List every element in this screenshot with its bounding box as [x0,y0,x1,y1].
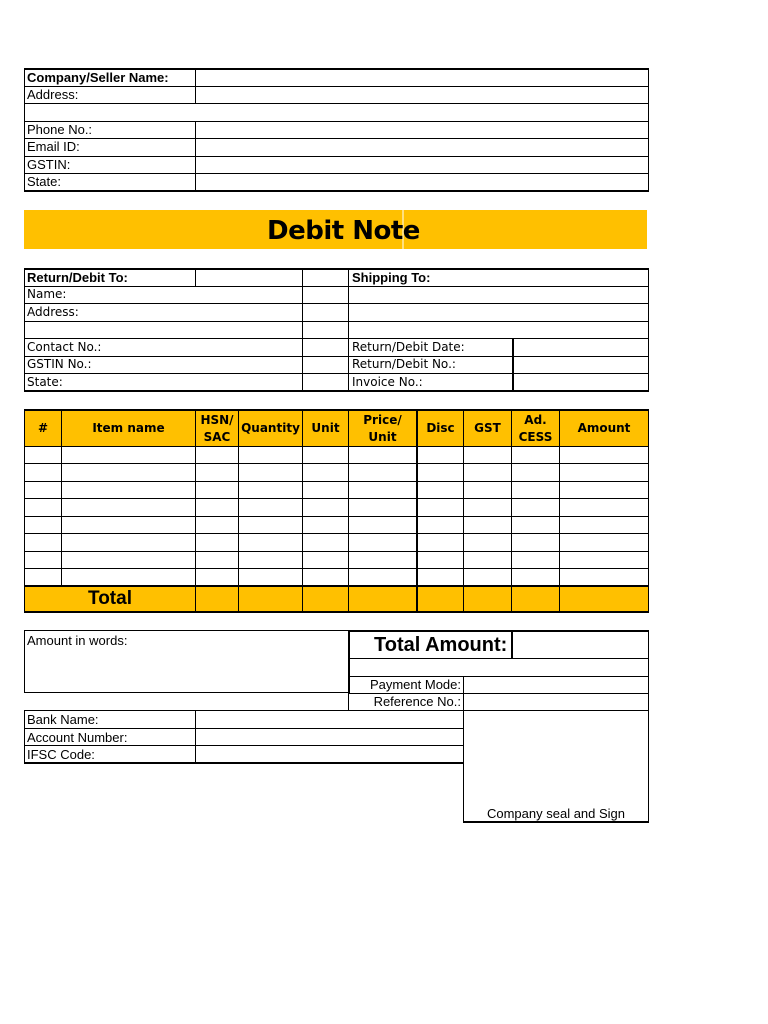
company-seal-label: Company seal and Sign [486,806,626,821]
shipping-to-field[interactable] [349,287,648,338]
account-number-label: Account Number: [27,730,128,745]
amount-in-words-label: Amount in words: [27,633,128,648]
seller-state-field[interactable] [196,174,648,190]
seller-email-label: Email ID: [27,139,80,154]
table-row[interactable] [25,447,648,463]
seller-state-label: State: [27,174,61,189]
page-title: Debit Note [267,216,420,246]
return-date-field[interactable] [514,339,648,356]
return-to-label: Return/Debit To: [27,270,128,285]
ifsc-label: IFSC Code: [27,747,95,762]
shipping-to-label: Shipping To: [352,270,431,285]
party-address-label: Address: [27,305,79,319]
reference-no-field[interactable] [464,694,648,710]
seller-gstin-label: GSTIN: [27,157,71,172]
table-row[interactable] [25,569,648,585]
col-header-quantity: Quantity [241,421,300,435]
party-name-label: Name: [27,287,67,301]
table-row[interactable] [25,482,648,498]
table-row[interactable] [25,552,648,568]
invoice-no-field[interactable] [514,374,648,390]
seller-name-label: Company/Seller Name: [27,70,169,85]
account-number-field[interactable] [196,729,463,745]
amount-in-words-field[interactable] [27,650,345,690]
col-header-ad-cess: Ad. CESS [518,412,553,444]
total-amount-label: Total Amount: [374,634,508,656]
invoice-no-label: Invoice No.: [352,375,423,389]
return-no-label: Return/Debit No.: [352,357,456,371]
seller-address-field[interactable] [196,87,648,103]
col-header-unit: Unit [311,421,340,435]
total-amount-field[interactable] [514,632,648,658]
items-total-label: Total [88,588,132,609]
seller-phone-label: Phone No.: [27,122,93,137]
bank-name-field[interactable] [196,711,463,728]
seller-gstin-field[interactable] [196,157,648,173]
seller-phone-field[interactable] [196,122,648,138]
return-date-label: Return/Debit Date: [352,340,465,354]
party-gstin-label: GSTIN No.: [27,357,92,371]
table-row[interactable] [25,517,648,533]
party-contact-label: Contact No.: [27,340,102,354]
table-row[interactable] [25,499,648,516]
col-header-number: # [37,421,49,435]
reference-no-label: Reference No.: [373,694,461,709]
col-header-hsn-sac: HSN/ SAC [200,412,234,444]
bank-name-label: Bank Name: [27,712,99,727]
seller-address-label: Address: [27,87,79,102]
payment-mode-label: Payment Mode: [369,677,461,692]
table-row[interactable] [25,534,648,551]
col-header-item-name: Item name [92,421,165,435]
payment-mode-field[interactable] [464,677,648,693]
table-row[interactable] [25,464,648,481]
return-to-field[interactable] [196,270,302,286]
col-header-disc: Disc [426,421,455,435]
ifsc-field[interactable] [196,746,463,762]
seller-name-field[interactable] [196,70,648,86]
party-state-label: State: [27,375,63,389]
col-header-amount: Amount [577,421,631,435]
col-header-gst: GST [474,421,501,435]
col-header-price-unit: Price/ Unit [363,412,402,444]
seller-email-field[interactable] [196,139,648,156]
return-no-field[interactable] [514,357,648,373]
